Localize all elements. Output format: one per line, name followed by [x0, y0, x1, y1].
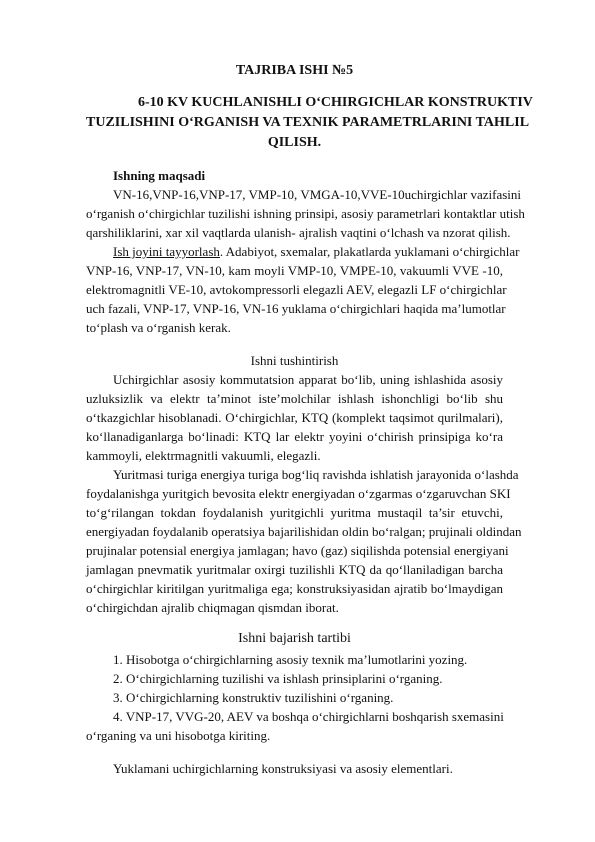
- explanation-p1-line-1: Uchirgichlar asosiy kommutatsion apparat bo‘lib, uning ishlashida asosiy: [113, 372, 503, 387]
- explanation-p1-line-4: ko‘llanadiganlarga bo‘linadi: KTQ lar elektr yoyini o‘chirish prinsipiga ko‘ra: [86, 429, 503, 444]
- subtitle-line-1: 6-10 KV KUCHLANISHLI O‘CHIRGICHLAR KONSTRUKTIV: [138, 95, 533, 110]
- procedure-item-4-line-1: 4. VNP-17, VVG-20, AEV va boshqa o‘chirgichlarni boshqarish sxemasini: [113, 709, 504, 724]
- prep-line-3: elektromagnitli VE-10, avtokompressorli elegazli AEV, elegazli LF o‘chirgichlar: [86, 282, 507, 297]
- explanation-p2-line-8: o‘chirgichdan ajralib chiqmagan qismdan iborat.: [86, 600, 339, 615]
- explanation-p1-line-5: kammoyli, elektrmagnitli vakuumli, elegazli.: [86, 448, 321, 463]
- procedure-item-2: 2. O‘chirgichlarning tuzilishi va ishlash prinsiplarini o‘rganing.: [113, 671, 443, 686]
- prep-label: Ish joyini tayyorlash: [113, 244, 220, 259]
- prep-line-2: VNP-16, VNP-17, VN-10, kam moyli VMP-10, VMPE-10, vakuumli VVE -10,: [86, 263, 503, 278]
- goal-line-3: qarshiliklarini, xar xil vaqtlarda ulanish- ajralish vaqtini o‘lchash va nzorat qilish.: [86, 225, 511, 240]
- procedure-heading: Ishni bajarish tartibi: [238, 631, 351, 646]
- explanation-p1-line-2: uzluksizlik va elektr ta’minot iste’molchilar ishlash ishonchligi bo‘lib shu: [86, 391, 503, 406]
- subtitle-line-2: TUZILISHINI O‘RGANISH VA TEXNIK PARAMETRLARINI TAHLIL: [86, 115, 530, 130]
- prep-line-4: uch fazali, VNP-17, VNP-16, VN-16 yuklama o‘chirgichlari haqida ma’lumotlar: [86, 301, 506, 316]
- explanation-heading: Ishni tushintirish: [250, 353, 339, 368]
- procedure-item-3: 3. O‘chirgichlarning konstruktiv tuzilishini o‘rganing.: [113, 690, 394, 705]
- explanation-p2-line-3: to‘g‘rilangan tokdan foydalanish yuritgichli yuritma mustaqil ta’sir etuvchi,: [86, 505, 503, 520]
- explanation-p2-line-7: o‘chirgichlar kiritilgan yuritmaliga ega; konstruksiyasidan ajratib bo‘lmaydigan: [86, 581, 503, 596]
- procedure-item-4-line-2: o‘rganing va uni hisobotga kiriting.: [86, 728, 271, 743]
- goal-line-2: o‘rganish o‘chirgichlar tuzilishi ishning prinsipi, asosiy parametrlari kontaktlar utish: [86, 206, 525, 221]
- explanation-p1-line-3: o‘tkazgichlar hisoblanadi. O‘chirgichlar, KTQ (komplekt taqsimot qurilmalari),: [86, 410, 503, 425]
- subtitle-line-3: QILISH.: [267, 135, 322, 150]
- prep-line-1: [113, 243, 520, 260]
- prep-first-rest: . Adabiyot, sxemalar, plakatlarda yuklamani o‘chirgichlar: [219, 244, 520, 259]
- explanation-p2-line-1: Yuritmasi turiga energiya turiga bog‘liq ravishda ishlatish jarayonida o‘lashda: [113, 467, 519, 482]
- prep-line-5: to‘plash va o‘rganish kerak.: [86, 320, 231, 335]
- footer-line: Yuklamani uchirgichlarning konstruksiyasi va asosiy elementlari.: [113, 761, 453, 776]
- explanation-p2-line-2: foydalanishga yuritgich bevosita elektr energiyadan o‘zgarmas o‘zgaruvchan SKI: [86, 486, 511, 501]
- procedure-item-1: 1. Hisobotga o‘chirgichlarning asosiy texnik ma’lumotlarini yozing.: [113, 652, 468, 667]
- explanation-p2-line-5: prujinalar potensial energiya jamlagan; havo (gaz) siqilishda potensial energiyani: [86, 543, 509, 558]
- document-title: TAJRIBA ISHI №5: [235, 63, 354, 78]
- explanation-p2-line-6: jamlagan pnevmatik yuritmalar oxirgi tuzilishli KTQ da qo‘llaniladigan barcha: [86, 562, 503, 577]
- explanation-p2-line-4: energiyadan foydalanib operatsiya bajarilishidan oldin bo‘ralgan; prujinali oldindan: [86, 524, 522, 539]
- goal-line-1: VN-16,VNP-16,VNP-17, VMP-10, VMGA-10,VVE-10uchirgichlar vazifasini: [113, 187, 522, 202]
- goal-heading: Ishning maqsadi: [113, 168, 206, 183]
